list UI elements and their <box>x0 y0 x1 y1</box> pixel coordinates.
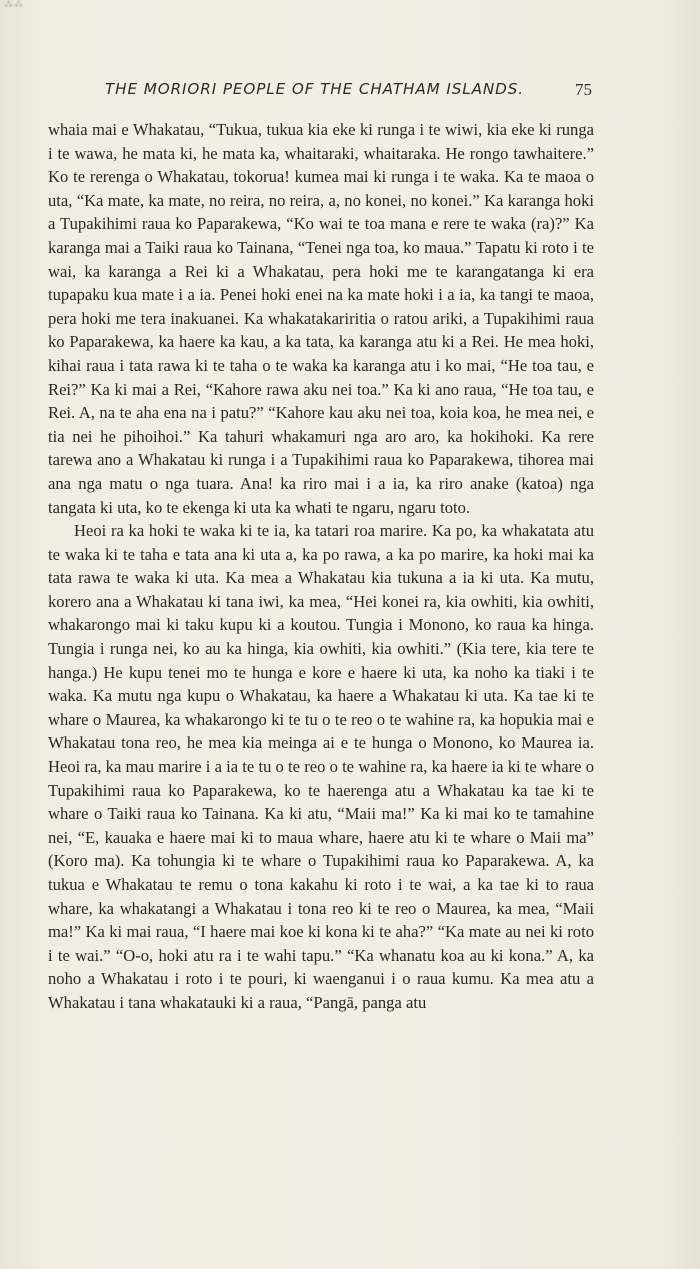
page-number: 75 <box>575 80 592 99</box>
paragraph-2: Heoi ra ka hoki te waka ki te ia, ka tatari roa marire. Ka po, ka whakatata atu te waka ki te taha e tata ana ki uta a, ka po rawa, a ka po marire, ka hoki mai ka tata rawa te waka ki uta. Ka mea a Whakatau kia tukuna a ia ki uta. Ka mutu, korero ana a Whakatau ki tana iwi, ka mea, “Hei konei ra, kia owhiti, kia owhiti, whakarongo mai ki taku kupu ki a koutou. Tungia i Monono, ko raua ka hinga. Tungia i runga nei, ko au ka hinga, kia owhiti, kia owhiti.” (Kia tere, kia tere te hanga.) He kupu tenei mo te hunga e kore e haere ki uta, ka noho ka tiaki i te waka. Ka mutu nga kupu o Whakatau, ka haere a Whakatau ki uta. Ka tae ki te whare o Maurea, ka whakarongo ki te tu o te reo o te wahine ra, ka hopukia mai e Whakatau tona reo, he mea kia meinga ai e te hunga o Monono, ko Maurea ia. Heoi ra, ka mau marire i a ia te tu o te reo o te wahine ra, ka haere ia ki te whare o Tupakihimi raua ko Paparakewa, ko te haerenga atu a Whakatau ka tae ki te whare o Taiki raua ko Tainana. Ka ki atu, “Maii ma!” Ka ki mai ko te tamahine nei, “E, kauaka e haere mai ki to maua whare, haere atu ki te whare o Maii ma” (Koro ma). Ka tohungia ki te whare o Tupakihimi raua ko Paparakewa. A, ka tukua e Whakatau te remu o tona kakahu ki roto i te wai, a ka tae ki to raua whare, ka whakatangi a Whakatau i tona reo ki te reo o Maurea, ka mea, “Maii ma!” Ka ki mai raua, “I haere mai koe ki kona ki te aha?” “Ka mate au nei ki roto i te wai.” “O-o, hoki atu ra i te wahi tapu.” “Ka whanatu koa au ki kona.” A, ka noho a Whakatau i roto i te pouri, ki waenganui i o raua kumu. Ka mea atu a Whakatau i tana whakatauki ki a raua, “Pangā, panga atu <box>48 521 594 1012</box>
corner-stamp-icon: ⁂⁂ <box>4 0 24 10</box>
running-title: THE MORIORI PEOPLE OF THE CHATHAM ISLANDS. <box>105 80 525 98</box>
paragraph-1: whaia mai e Whakatau, “Tukua, tukua kia eke ki runga i te wiwi, kia eke ki runga i te wawa, he mata ki, he mata ka, whaitaraki, whaitaraka. He rongo tawhaitere.” Ko te rerenga o Whakatau, tokorua! kumea mai ki runga i te waka. Ka te maoa o uta, “Ka mate, ka mate, no reira, no reira, a, no konei, no konei.” Ka karanga hoki a Tupakihimi raua ko Paparakewa, “Ko wai te toa mana e rere te waka (ra)?” Ka karanga mai a Taiki raua ko Tainana, “Tenei nga toa, ko maua.” Tapatu ki roto i te wai, ka karanga a Rei ki a Whakatau, pera hoki me te karangatanga ki era tupapaku kua mate i a ia. Penei hoki enei na ka mate hoki i a ia, ka tangi te maoa, pera hoki me tera inakuanei. Ka whakatakariritia o ratou ariki, a Tupakihimi raua ko Paparakewa, ka haere ka kau, a ka tata, ka karanga atu ki a Rei. He mea hoki, kihai raua i tata rawa ki te taha o te waka ka karanga atu i ko mai, “He toa tau, e Rei?” Ka ki mai a Rei, “Kahore rawa aku nei toa.” Ka ki ano raua, “He toa tau, e Rei. A, na te aha ena na i patu?” “Kahore kau aku nei toa, koia koa, he mea nei, e tia nei he pihoihoi.” Ka tahuri whakamuri nga aro aro, ka hokihoki. Ka rere tarewa ano a Whakatau ki runga i a Tupakihimi raua ko Paparakewa, tihorea mai ana nga matu o nga tuara. Ana! ka riro mai i a ia, ka riro anake (katoa) nga tangata ki uta, ko te ekenga ki uta ka whati te ngaru, ngaru toto. <box>48 120 594 517</box>
running-head <box>48 80 594 102</box>
body-text <box>48 118 594 1015</box>
